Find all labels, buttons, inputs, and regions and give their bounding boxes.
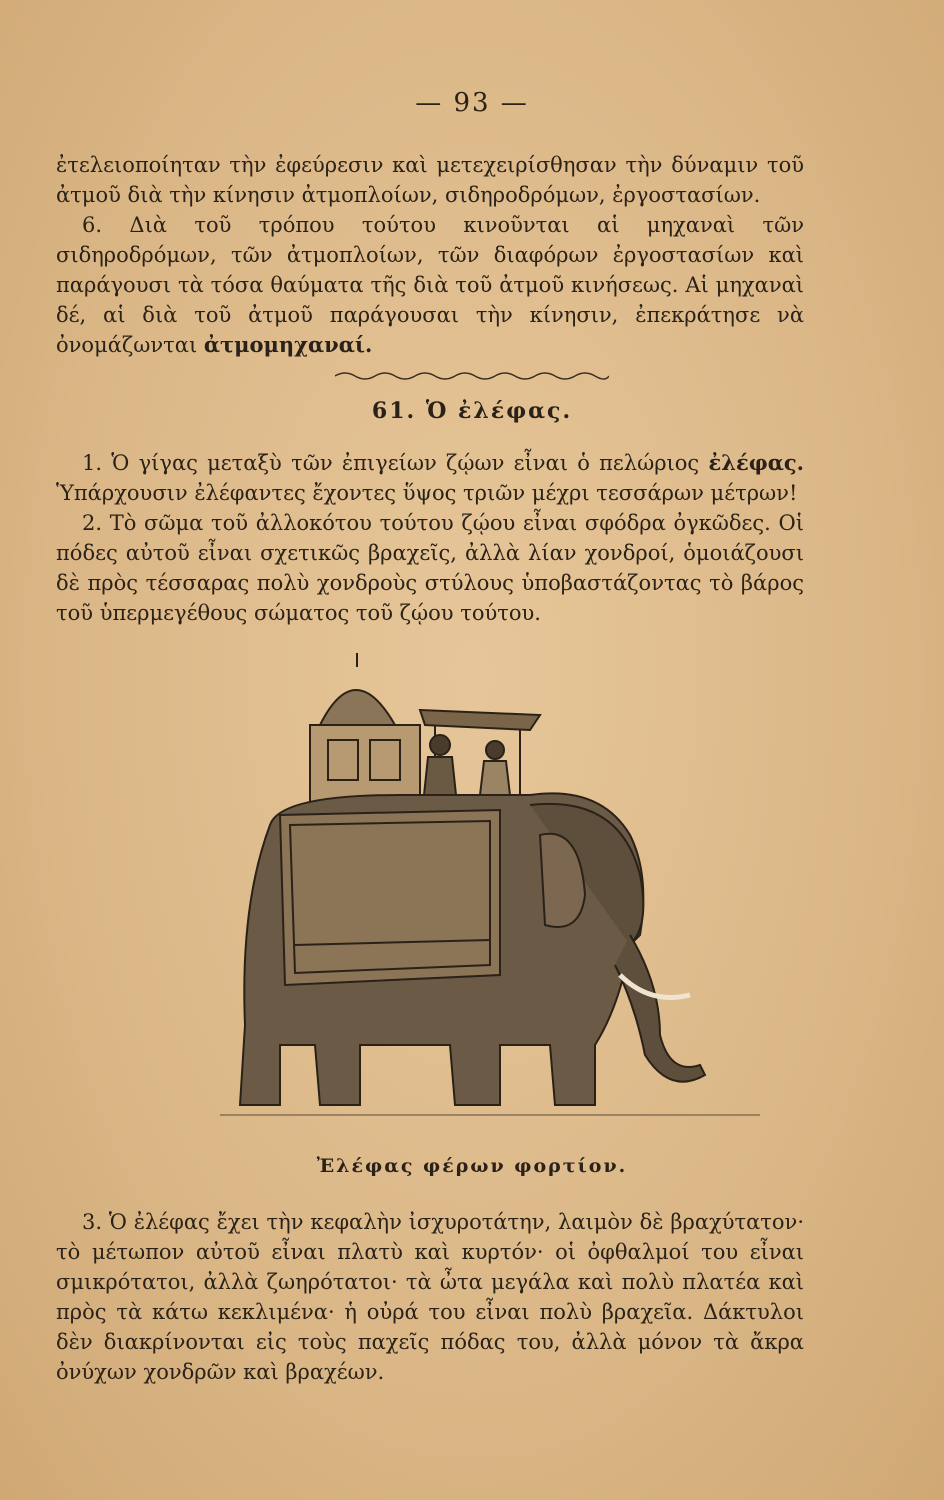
paragraph-steam-intro: ἐτελειοποίηταν τὴν ἐφεύρεσιν καὶ μετεχειρίσθησαν τὴν δύναμιν τοῦ ἀτμοῦ διὰ τὴν κίνησιν ἀτμοπλοίων, σιδηροδρόμων, ἐργοστασίων. xyxy=(56,153,804,207)
term-steam-engines: ἀτμομηχαναί. xyxy=(203,332,373,357)
paragraph-item-3: 3. Ὁ ἐλέφας ἔχει τὴν κεφαλὴν ἰσχυροτάτην, λαιμὸν δὲ βραχύτατον· τὸ μέτωπον αὐτοῦ εἶναι πλατὺ καὶ κυρτόν· οἱ ὀφθαλμοί του εἶναι σμικρότατοι, ἀλλὰ ζωηρότατοι· τὰ ὦτα μεγάλα καὶ πολὺ πλατέα καὶ πρὸς τὰ κάτω κεκλιμένα· ἡ οὐρά του εἶναι πολὺ βραχεῖα. Δάκτυλοι δὲν διακρίνονται εἰς τοὺς παχεῖς πόδας του, ἀλλὰ μόνον τὰ ἄκρα ὀνύχων χονδρῶν καὶ βραχέων. xyxy=(56,1210,804,1384)
section-steam-engines xyxy=(56,150,804,360)
section-elephant-head xyxy=(56,1207,804,1387)
section-elephant-body xyxy=(56,448,804,628)
paragraph-item-2: 2. Τὸ σῶμα τοῦ ἀλλοκότου τούτου ζῴου εἶναι σφόδρα ὀγκῶδες. Οἱ πόδες αὐτοῦ εἶναι σχετικῶς βραχεῖς, ἀλλὰ λίαν χονδροί, ὁμοιάζουσι δὲ πρὸς τέσσαρας πολὺ χονδροὺς στύλους ὑποβαστάζοντας τὸ βάρος τοῦ ὑπερμεγέθους σώματος τοῦ ζῴου τούτου. xyxy=(56,511,804,625)
item-1-continuation: Ὑπάρχουσιν ἐλέφαντες ἔχοντες ὕψος τριῶν μέχρι τεσσάρων μέτρων! xyxy=(56,481,798,505)
page-number: — 93 — xyxy=(415,88,529,118)
paragraph-item-1 xyxy=(56,448,804,508)
item-6-text: 6. Διὰ τοῦ τρόπου τούτου κινοῦνται αἱ μηχαναὶ τῶν σιδηροδρόμων, τῶν ἀτμοπλοίων, τῶν διαφόρων ἐργοστασίων καὶ παράγουσι τὰ τόσα θαύματα τῆς διὰ τοῦ ἀτμοῦ κινήσεως. Αἱ μηχαναὶ δέ, αἱ διὰ τοῦ ἀτμοῦ παράγουσαι τὴν κίνησιν, ἐπεκράτησε νὰ ὀνομάζωνται xyxy=(56,213,804,357)
figure-caption: Ἐλέφας φέρων φορτίον. xyxy=(316,1155,628,1177)
lesson-title: 61. Ὁ ἐλέφας. xyxy=(371,398,573,424)
elephant-illustration xyxy=(200,645,780,1135)
term-elephant: ἐλέφας. xyxy=(708,450,804,475)
ornament-divider-icon xyxy=(335,368,609,384)
paragraph-item-6 xyxy=(56,210,804,360)
item-1-text: 1. Ὁ γίγας μεταξὺ τῶν ἐπιγείων ζῴων εἶναι ὁ πελώριος xyxy=(82,451,700,475)
